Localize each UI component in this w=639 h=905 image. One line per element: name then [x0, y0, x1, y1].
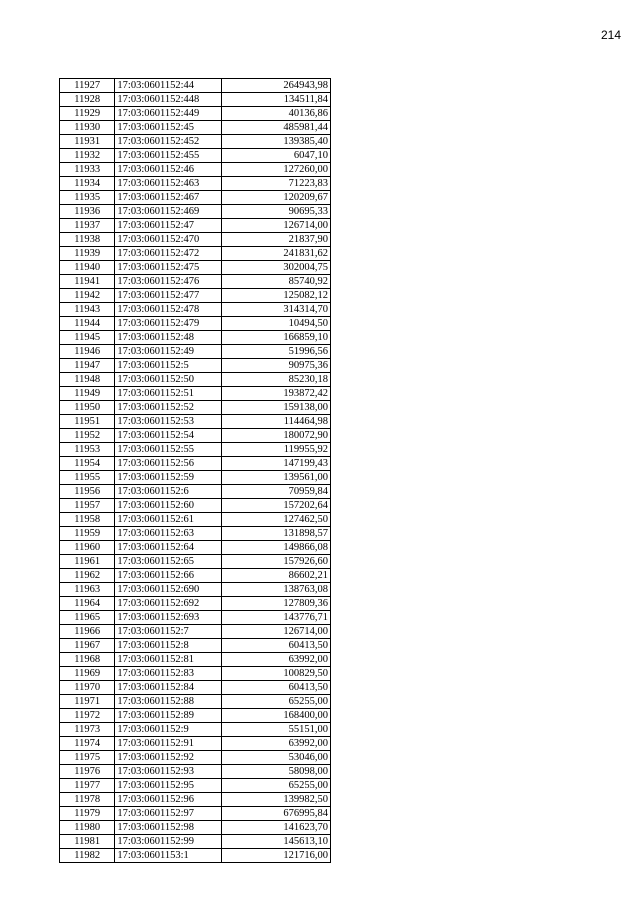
row-number-cell: 11975 [60, 751, 115, 765]
table-row [60, 303, 331, 317]
table-row [60, 149, 331, 163]
cadastral-number-cell: 17:03:0601152:476 [115, 275, 222, 289]
cadastral-number-cell: 17:03:0601152:92 [115, 751, 222, 765]
table-row [60, 107, 331, 121]
row-number-cell: 11978 [60, 793, 115, 807]
row-number-cell: 11970 [60, 681, 115, 695]
table-row [60, 191, 331, 205]
table-row [60, 667, 331, 681]
amount-cell: 157926,60 [222, 555, 331, 569]
table-row [60, 289, 331, 303]
amount-cell: 21837,90 [222, 233, 331, 247]
cadastral-number-cell: 17:03:0601152:46 [115, 163, 222, 177]
row-number-cell: 11935 [60, 191, 115, 205]
table-row [60, 177, 331, 191]
table-row [60, 793, 331, 807]
table-row [60, 835, 331, 849]
row-number-cell: 11932 [60, 149, 115, 163]
row-number-cell: 11934 [60, 177, 115, 191]
amount-cell: 126714,00 [222, 625, 331, 639]
cadastral-number-cell: 17:03:0601153:1 [115, 849, 222, 863]
amount-cell: 134511,84 [222, 93, 331, 107]
amount-cell: 302004,75 [222, 261, 331, 275]
amount-cell: 51996,56 [222, 345, 331, 359]
row-number-cell: 11973 [60, 723, 115, 737]
table-row [60, 709, 331, 723]
cadastral-number-cell: 17:03:0601152:89 [115, 709, 222, 723]
table-row [60, 779, 331, 793]
amount-cell: 143776,71 [222, 611, 331, 625]
row-number-cell: 11958 [60, 513, 115, 527]
row-number-cell: 11930 [60, 121, 115, 135]
amount-cell: 127462,50 [222, 513, 331, 527]
table-row [60, 233, 331, 247]
row-number-cell: 11969 [60, 667, 115, 681]
cadastral-number-cell: 17:03:0601152:55 [115, 443, 222, 457]
row-number-cell: 11959 [60, 527, 115, 541]
cadastral-number-cell: 17:03:0601152:693 [115, 611, 222, 625]
row-number-cell: 11966 [60, 625, 115, 639]
cadastral-number-cell: 17:03:0601152:8 [115, 639, 222, 653]
amount-cell: 70959,84 [222, 485, 331, 499]
amount-cell: 139982,50 [222, 793, 331, 807]
cadastral-number-cell: 17:03:0601152:7 [115, 625, 222, 639]
cadastral-number-cell: 17:03:0601152:44 [115, 79, 222, 93]
row-number-cell: 11945 [60, 331, 115, 345]
row-number-cell: 11953 [60, 443, 115, 457]
table-row [60, 135, 331, 149]
cadastral-number-cell: 17:03:0601152:475 [115, 261, 222, 275]
table-row [60, 639, 331, 653]
table-row [60, 219, 331, 233]
row-number-cell: 11960 [60, 541, 115, 555]
row-number-cell: 11937 [60, 219, 115, 233]
table-row [60, 597, 331, 611]
cadastral-number-cell: 17:03:0601152:60 [115, 499, 222, 513]
amount-cell: 138763,08 [222, 583, 331, 597]
amount-cell: 264943,98 [222, 79, 331, 93]
row-number-cell: 11974 [60, 737, 115, 751]
cadastral-number-cell: 17:03:0601152:467 [115, 191, 222, 205]
cadastral-number-cell: 17:03:0601152:59 [115, 471, 222, 485]
cadastral-number-cell: 17:03:0601152:66 [115, 569, 222, 583]
row-number-cell: 11968 [60, 653, 115, 667]
amount-cell: 53046,00 [222, 751, 331, 765]
amount-cell: 10494,50 [222, 317, 331, 331]
table-row [60, 345, 331, 359]
row-number-cell: 11963 [60, 583, 115, 597]
cadastral-number-cell: 17:03:0601152:52 [115, 401, 222, 415]
cadastral-number-cell: 17:03:0601152:54 [115, 429, 222, 443]
row-number-cell: 11977 [60, 779, 115, 793]
amount-cell: 147199,43 [222, 457, 331, 471]
amount-cell: 139385,40 [222, 135, 331, 149]
amount-cell: 65255,00 [222, 779, 331, 793]
table-row [60, 513, 331, 527]
amount-cell: 127260,00 [222, 163, 331, 177]
table-row [60, 261, 331, 275]
cadastral-number-cell: 17:03:0601152:56 [115, 457, 222, 471]
row-number-cell: 11936 [60, 205, 115, 219]
cadastral-number-cell: 17:03:0601152:61 [115, 513, 222, 527]
row-number-cell: 11947 [60, 359, 115, 373]
amount-cell: 193872,42 [222, 387, 331, 401]
cadastral-number-cell: 17:03:0601152:470 [115, 233, 222, 247]
row-number-cell: 11981 [60, 835, 115, 849]
cadastral-number-cell: 17:03:0601152:53 [115, 415, 222, 429]
table-row [60, 443, 331, 457]
row-number-cell: 11982 [60, 849, 115, 863]
cadastral-number-cell: 17:03:0601152:84 [115, 681, 222, 695]
row-number-cell: 11946 [60, 345, 115, 359]
table-row [60, 415, 331, 429]
row-number-cell: 11940 [60, 261, 115, 275]
cadastral-number-cell: 17:03:0601152:690 [115, 583, 222, 597]
table-row [60, 373, 331, 387]
cadastral-number-cell: 17:03:0601152:455 [115, 149, 222, 163]
table-row [60, 583, 331, 597]
data-table [59, 78, 331, 863]
cadastral-number-cell: 17:03:0601152:452 [115, 135, 222, 149]
amount-cell: 90695,33 [222, 205, 331, 219]
cadastral-number-cell: 17:03:0601152:47 [115, 219, 222, 233]
amount-cell: 63992,00 [222, 653, 331, 667]
cadastral-number-cell: 17:03:0601152:6 [115, 485, 222, 499]
table-row [60, 121, 331, 135]
row-number-cell: 11944 [60, 317, 115, 331]
table-row [60, 387, 331, 401]
cadastral-number-cell: 17:03:0601152:48 [115, 331, 222, 345]
table-row [60, 849, 331, 863]
table-row [60, 765, 331, 779]
cadastral-number-cell: 17:03:0601152:51 [115, 387, 222, 401]
table-row [60, 205, 331, 219]
table-row [60, 821, 331, 835]
amount-cell: 485981,44 [222, 121, 331, 135]
cadastral-number-cell: 17:03:0601152:463 [115, 177, 222, 191]
row-number-cell: 11938 [60, 233, 115, 247]
row-number-cell: 11933 [60, 163, 115, 177]
row-number-cell: 11927 [60, 79, 115, 93]
cadastral-number-cell: 17:03:0601152:50 [115, 373, 222, 387]
amount-cell: 60413,50 [222, 639, 331, 653]
amount-cell: 100829,50 [222, 667, 331, 681]
cadastral-number-cell: 17:03:0601152:469 [115, 205, 222, 219]
amount-cell: 65255,00 [222, 695, 331, 709]
row-number-cell: 11971 [60, 695, 115, 709]
table-row [60, 429, 331, 443]
cadastral-number-cell: 17:03:0601152:93 [115, 765, 222, 779]
amount-cell: 6047,10 [222, 149, 331, 163]
amount-cell: 141623,70 [222, 821, 331, 835]
row-number-cell: 11980 [60, 821, 115, 835]
cadastral-number-cell: 17:03:0601152:478 [115, 303, 222, 317]
amount-cell: 168400,00 [222, 709, 331, 723]
amount-cell: 139561,00 [222, 471, 331, 485]
cadastral-number-cell: 17:03:0601152:45 [115, 121, 222, 135]
amount-cell: 58098,00 [222, 765, 331, 779]
cadastral-number-cell: 17:03:0601152:99 [115, 835, 222, 849]
cadastral-number-cell: 17:03:0601152:448 [115, 93, 222, 107]
amount-cell: 85230,18 [222, 373, 331, 387]
amount-cell: 159138,00 [222, 401, 331, 415]
cadastral-number-cell: 17:03:0601152:472 [115, 247, 222, 261]
cadastral-number-cell: 17:03:0601152:91 [115, 737, 222, 751]
cadastral-number-cell: 17:03:0601152:95 [115, 779, 222, 793]
table-row [60, 625, 331, 639]
amount-cell: 166859,10 [222, 331, 331, 345]
cadastral-number-cell: 17:03:0601152:96 [115, 793, 222, 807]
amount-cell: 127809,36 [222, 597, 331, 611]
table-row [60, 457, 331, 471]
table-row [60, 653, 331, 667]
amount-cell: 314314,70 [222, 303, 331, 317]
cadastral-number-cell: 17:03:0601152:65 [115, 555, 222, 569]
row-number-cell: 11967 [60, 639, 115, 653]
amount-cell: 241831,62 [222, 247, 331, 261]
table-row [60, 247, 331, 261]
table-row [60, 499, 331, 513]
row-number-cell: 11950 [60, 401, 115, 415]
table-row [60, 359, 331, 373]
row-number-cell: 11976 [60, 765, 115, 779]
row-number-cell: 11957 [60, 499, 115, 513]
table-row [60, 695, 331, 709]
row-number-cell: 11939 [60, 247, 115, 261]
row-number-cell: 11956 [60, 485, 115, 499]
amount-cell: 157202,64 [222, 499, 331, 513]
cadastral-number-cell: 17:03:0601152:83 [115, 667, 222, 681]
table-row [60, 471, 331, 485]
amount-cell: 149866,08 [222, 541, 331, 555]
cadastral-number-cell: 17:03:0601152:98 [115, 821, 222, 835]
table-row [60, 79, 331, 93]
row-number-cell: 11979 [60, 807, 115, 821]
amount-cell: 676995,84 [222, 807, 331, 821]
amount-cell: 90975,36 [222, 359, 331, 373]
amount-cell: 86602,21 [222, 569, 331, 583]
table-row [60, 331, 331, 345]
table-row [60, 275, 331, 289]
row-number-cell: 11965 [60, 611, 115, 625]
table-row [60, 163, 331, 177]
table-row [60, 569, 331, 583]
cadastral-number-cell: 17:03:0601152:49 [115, 345, 222, 359]
row-number-cell: 11955 [60, 471, 115, 485]
amount-cell: 114464,98 [222, 415, 331, 429]
amount-cell: 120209,67 [222, 191, 331, 205]
row-number-cell: 11961 [60, 555, 115, 569]
amount-cell: 125082,12 [222, 289, 331, 303]
row-number-cell: 11931 [60, 135, 115, 149]
cadastral-number-cell: 17:03:0601152:63 [115, 527, 222, 541]
table-row [60, 541, 331, 555]
amount-cell: 60413,50 [222, 681, 331, 695]
table-row [60, 555, 331, 569]
row-number-cell: 11943 [60, 303, 115, 317]
amount-cell: 121716,00 [222, 849, 331, 863]
amount-cell: 119955,92 [222, 443, 331, 457]
row-number-cell: 11948 [60, 373, 115, 387]
row-number-cell: 11949 [60, 387, 115, 401]
table-row [60, 93, 331, 107]
cadastral-number-cell: 17:03:0601152:477 [115, 289, 222, 303]
cadastral-number-cell: 17:03:0601152:9 [115, 723, 222, 737]
cadastral-number-cell: 17:03:0601152:5 [115, 359, 222, 373]
amount-cell: 131898,57 [222, 527, 331, 541]
row-number-cell: 11972 [60, 709, 115, 723]
cadastral-number-cell: 17:03:0601152:692 [115, 597, 222, 611]
amount-cell: 40136,86 [222, 107, 331, 121]
amount-cell: 126714,00 [222, 219, 331, 233]
cadastral-number-cell: 17:03:0601152:97 [115, 807, 222, 821]
amount-cell: 71223,83 [222, 177, 331, 191]
row-number-cell: 11962 [60, 569, 115, 583]
row-number-cell: 11951 [60, 415, 115, 429]
table-row [60, 317, 331, 331]
row-number-cell: 11942 [60, 289, 115, 303]
cadastral-number-cell: 17:03:0601152:81 [115, 653, 222, 667]
cadastral-number-cell: 17:03:0601152:64 [115, 541, 222, 555]
table-row [60, 401, 331, 415]
amount-cell: 180072,90 [222, 429, 331, 443]
table-row [60, 681, 331, 695]
amount-cell: 63992,00 [222, 737, 331, 751]
cadastral-number-cell: 17:03:0601152:479 [115, 317, 222, 331]
table-row [60, 737, 331, 751]
table-row [60, 807, 331, 821]
table-row [60, 485, 331, 499]
row-number-cell: 11964 [60, 597, 115, 611]
table-body [60, 79, 331, 863]
page-number: 214 [600, 28, 621, 42]
row-number-cell: 11952 [60, 429, 115, 443]
row-number-cell: 11928 [60, 93, 115, 107]
cadastral-number-cell: 17:03:0601152:449 [115, 107, 222, 121]
table-row [60, 527, 331, 541]
row-number-cell: 11954 [60, 457, 115, 471]
amount-cell: 85740,92 [222, 275, 331, 289]
cadastral-number-cell: 17:03:0601152:88 [115, 695, 222, 709]
row-number-cell: 11941 [60, 275, 115, 289]
table-row [60, 723, 331, 737]
amount-cell: 145613,10 [222, 835, 331, 849]
row-number-cell: 11929 [60, 107, 115, 121]
table-row [60, 751, 331, 765]
table-row [60, 611, 331, 625]
amount-cell: 55151,00 [222, 723, 331, 737]
